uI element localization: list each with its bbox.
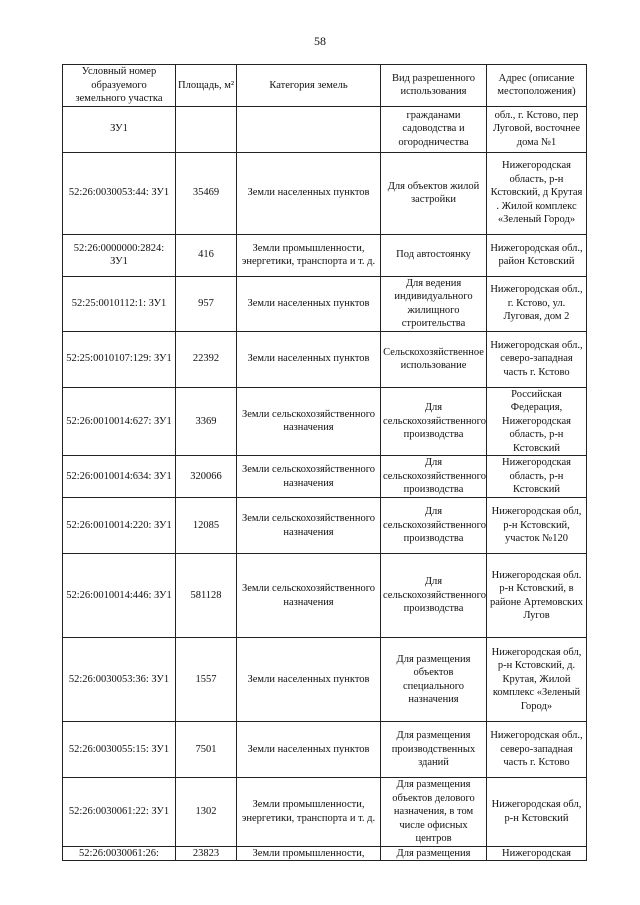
table-row xyxy=(63,106,587,152)
header-address: Адрес (описание местоположения) xyxy=(487,65,587,107)
permitted-use-cell: Для сельскохозяйственного производства xyxy=(381,456,487,498)
table-row xyxy=(63,638,587,722)
land-category-cell: Земли промышленности, xyxy=(237,846,381,861)
area-cell: 22392 xyxy=(176,331,237,387)
area-cell xyxy=(176,106,237,152)
address-cell: обл., г. Кстово, пер Луговой, восточнее дома №1 xyxy=(487,106,587,152)
land-category-cell xyxy=(237,106,381,152)
plot-number-cell: 52:26:0010014:634: ЗУ1 xyxy=(63,456,176,498)
permitted-use-cell: Для ведения индивидуального жилищного строительства xyxy=(381,276,487,331)
table-row xyxy=(63,276,587,331)
address-cell: Нижегородская обл., северо-западная часть г. Кстово xyxy=(487,722,587,778)
table-row xyxy=(63,456,587,498)
land-plots-table xyxy=(62,64,587,861)
area-cell: 320066 xyxy=(176,456,237,498)
table-header-row xyxy=(63,65,587,107)
land-category-cell: Земли сельскохозяйственного назначения xyxy=(237,387,381,456)
area-cell: 12085 xyxy=(176,498,237,554)
plot-number-cell: 52:25:0010112:1: ЗУ1 xyxy=(63,276,176,331)
land-category-cell: Земли населенных пунктов xyxy=(237,276,381,331)
plot-number-cell: 52:26:0030061:22: ЗУ1 xyxy=(63,778,176,847)
permitted-use-cell: Для размещения объектов специального назначения xyxy=(381,638,487,722)
table-row xyxy=(63,722,587,778)
permitted-use-cell: Для объектов жилой застройки xyxy=(381,152,487,234)
plot-number-cell: 52:26:0010014:627: ЗУ1 xyxy=(63,387,176,456)
table-row xyxy=(63,554,587,638)
permitted-use-cell: гражданами садоводства и огородничества xyxy=(381,106,487,152)
plot-number-cell: 52:26:0000000:2824: ЗУ1 xyxy=(63,234,176,276)
permitted-use-cell: Для сельскохозяйственного производства xyxy=(381,498,487,554)
permitted-use-cell: Для размещения производственных зданий xyxy=(381,722,487,778)
header-plot-number: Условный номер образуемого земельного участка xyxy=(63,65,176,107)
address-cell: Нижегородская xyxy=(487,846,587,861)
plot-number-cell: ЗУ1 xyxy=(63,106,176,152)
area-cell: 1557 xyxy=(176,638,237,722)
address-cell: Нижегородская обл, р-н Кстовский, д. Крутая, Жилой комплекс «Зеленый Город» xyxy=(487,638,587,722)
address-cell: Нижегородская область, р-н Кстовский xyxy=(487,456,587,498)
area-cell: 581128 xyxy=(176,554,237,638)
table-row xyxy=(63,498,587,554)
address-cell: Нижегородская обл. р-н Кстовский, в районе Артемовских Лугов xyxy=(487,554,587,638)
land-category-cell: Земли населенных пунктов xyxy=(237,152,381,234)
plot-number-cell: 52:26:0030053:44: ЗУ1 xyxy=(63,152,176,234)
table-row xyxy=(63,387,587,456)
header-permitted-use: Вид разрешенного использования xyxy=(381,65,487,107)
area-cell: 957 xyxy=(176,276,237,331)
land-category-cell: Земли сельскохозяйственного назначения xyxy=(237,554,381,638)
plot-number-cell: 52:26:0030055:15: ЗУ1 xyxy=(63,722,176,778)
permitted-use-cell: Сельскохозяйственное использование xyxy=(381,331,487,387)
permitted-use-cell: Для сельскохозяйственного производства xyxy=(381,554,487,638)
land-category-cell: Земли населенных пунктов xyxy=(237,331,381,387)
header-land-category: Категория земель xyxy=(237,65,381,107)
area-cell: 3369 xyxy=(176,387,237,456)
address-cell: Российская Федерация, Нижегородская область, р-н Кстовский xyxy=(487,387,587,456)
plot-number-cell: 52:25:0010107:129: ЗУ1 xyxy=(63,331,176,387)
land-category-cell: Земли промышленности, энергетики, транспорта и т. д. xyxy=(237,234,381,276)
land-category-cell: Земли населенных пунктов xyxy=(237,638,381,722)
plot-number-cell: 52:26:0030053:36: ЗУ1 xyxy=(63,638,176,722)
address-cell: Нижегородская обл, р-н Кстовский, участок №120 xyxy=(487,498,587,554)
address-cell: Нижегородская обл., г. Кстово, ул. Луговая, дом 2 xyxy=(487,276,587,331)
land-category-cell: Земли населенных пунктов xyxy=(237,722,381,778)
table-row xyxy=(63,152,587,234)
plot-number-cell: 52:26:0010014:446: ЗУ1 xyxy=(63,554,176,638)
area-cell: 416 xyxy=(176,234,237,276)
page-number: 58 xyxy=(314,34,326,48)
permitted-use-cell: Для размещения объектов делового назначения, в том числе офисных центров xyxy=(381,778,487,847)
table-row xyxy=(63,234,587,276)
permitted-use-cell: Для сельскохозяйственного производства xyxy=(381,387,487,456)
area-cell: 7501 xyxy=(176,722,237,778)
permitted-use-cell: Для размещения xyxy=(381,846,487,861)
plot-number-cell: 52:26:0010014:220: ЗУ1 xyxy=(63,498,176,554)
table-row xyxy=(63,331,587,387)
header-area: Площадь, м² xyxy=(176,65,237,107)
land-category-cell: Земли сельскохозяйственного назначения xyxy=(237,456,381,498)
area-cell: 23823 xyxy=(176,846,237,861)
plot-number-cell: 52:26:0030061:26: xyxy=(63,846,176,861)
land-category-cell: Земли сельскохозяйственного назначения xyxy=(237,498,381,554)
area-cell: 1302 xyxy=(176,778,237,847)
table-row xyxy=(63,846,587,861)
area-cell: 35469 xyxy=(176,152,237,234)
address-cell: Нижегородская обл, р-н Кстовский xyxy=(487,778,587,847)
land-category-cell: Земли промышленности, энергетики, транспорта и т. д. xyxy=(237,778,381,847)
address-cell: Нижегородская обл., район Кстовский xyxy=(487,234,587,276)
address-cell: Нижегородская область, р-н Кстовский, д Крутая . Жилой комплекс «Зеленый Город» xyxy=(487,152,587,234)
address-cell: Нижегородская обл., северо-западная часть г. Кстово xyxy=(487,331,587,387)
table-row xyxy=(63,778,587,847)
permitted-use-cell: Под автостоянку xyxy=(381,234,487,276)
